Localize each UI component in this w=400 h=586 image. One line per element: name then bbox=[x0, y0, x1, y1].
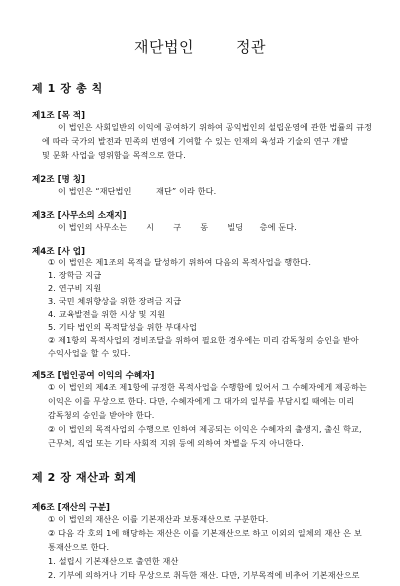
document-title bbox=[0, 36, 400, 57]
article-5-line: 근무처, 직업 또는 기타 사회적 지위 등에 의하여 차별을 두지 아니한다. bbox=[48, 438, 304, 448]
article-2-line: 이 법인은 “재단법인 재단” 이라 한다. bbox=[58, 186, 217, 196]
article-6-item: 2. 기부에 의하거나 기타 무상으로 취득한 재산. 다만, 기부목적에 비추어 기본재산으로 bbox=[48, 570, 360, 580]
article-4-line: 수익사업을 할 수 있다. bbox=[48, 348, 131, 358]
document-title-main: 재단법인 bbox=[134, 38, 194, 56]
article-5-heading: 제5조 [법인공여 이익의 수혜자] bbox=[32, 371, 155, 381]
chapter-1-heading: 제 1 장 총 칙 bbox=[32, 82, 103, 95]
chapter-2-heading: 제 2 장 재산과 회계 bbox=[32, 471, 137, 484]
article-4-item: 1. 장학금 지급 bbox=[48, 270, 102, 280]
article-4-item: 2. 연구비 지원 bbox=[48, 283, 102, 293]
article-4-heading: 제4조 [사 업] bbox=[32, 247, 86, 257]
article-4-item: 3. 국민 체위향상을 위한 장려금 지급 bbox=[48, 296, 182, 306]
article-2-heading: 제2조 [명 칭] bbox=[32, 175, 86, 185]
article-6-line: ① 이 법인의 재산은 이를 기본재산과 보통재산으로 구분한다. bbox=[48, 514, 269, 524]
article-5-line: 이익은 이를 무상으로 한다. 다만, 수혜자에게 그 대가의 일부를 부담시킬 때에는 미리 bbox=[48, 396, 355, 406]
article-1-line: 에 따라 국가의 발전과 민족의 번영에 기여할 수 있는 인재의 육성과 기술의 연구 개발 bbox=[42, 136, 349, 146]
article-6-line: ② 다음 각 호의 1에 해당하는 재산은 이를 기본재산으로 하고 이외의 일체의 재산 은 보 bbox=[48, 528, 362, 538]
article-6-heading: 제6조 [재산의 구분] bbox=[32, 503, 110, 513]
article-4-line: ① 이 법인은 제1조의 목적을 달성하기 위하여 다음의 목적사업을 행한다. bbox=[48, 257, 312, 267]
article-5-line: ① 이 법인의 제4조 제1항에 규정한 목적사업을 수행함에 있어서 그 수혜자에게 제공하는 bbox=[48, 382, 367, 392]
article-3-heading: 제3조 [사무소의 소재지] bbox=[32, 211, 127, 221]
article-4-item: 5. 기타 법인의 목적달성을 위한 부대사업 bbox=[48, 322, 198, 332]
article-6-item: 1. 설립시 기본재산으로 출연한 재산 bbox=[48, 556, 179, 566]
article-5-line: 감독청의 승인을 받아야 한다. bbox=[48, 410, 155, 420]
article-6-line: 통재산으로 한다. bbox=[48, 542, 110, 552]
article-5-line: ② 이 법인의 목적사업의 수행으로 인하여 제공되는 이익은 수혜자의 출생지, 출신 학교, bbox=[48, 424, 362, 434]
article-4-item: 4. 교육발전을 위한 시상 및 지원 bbox=[48, 309, 166, 319]
document-title-sub: 정관 bbox=[235, 38, 266, 56]
article-1-heading: 제1조 [목 적] bbox=[32, 111, 86, 121]
article-1-line: 및 문화 사업을 영위함을 목적으로 한다. bbox=[42, 150, 186, 160]
article-1-line: 이 법인은 사회일반의 이익에 공여하기 위하여 공익법인의 설립운영에 관한 법률의 규정 bbox=[58, 122, 373, 132]
article-3-line: 이 법인의 사무소는 시 구 동 빌딩 층에 둔다. bbox=[58, 222, 297, 232]
article-4-line: ② 제1항의 목적사업의 경비조달을 위하여 필요한 경우에는 미리 감독청의 승인을 받아 bbox=[48, 335, 359, 345]
